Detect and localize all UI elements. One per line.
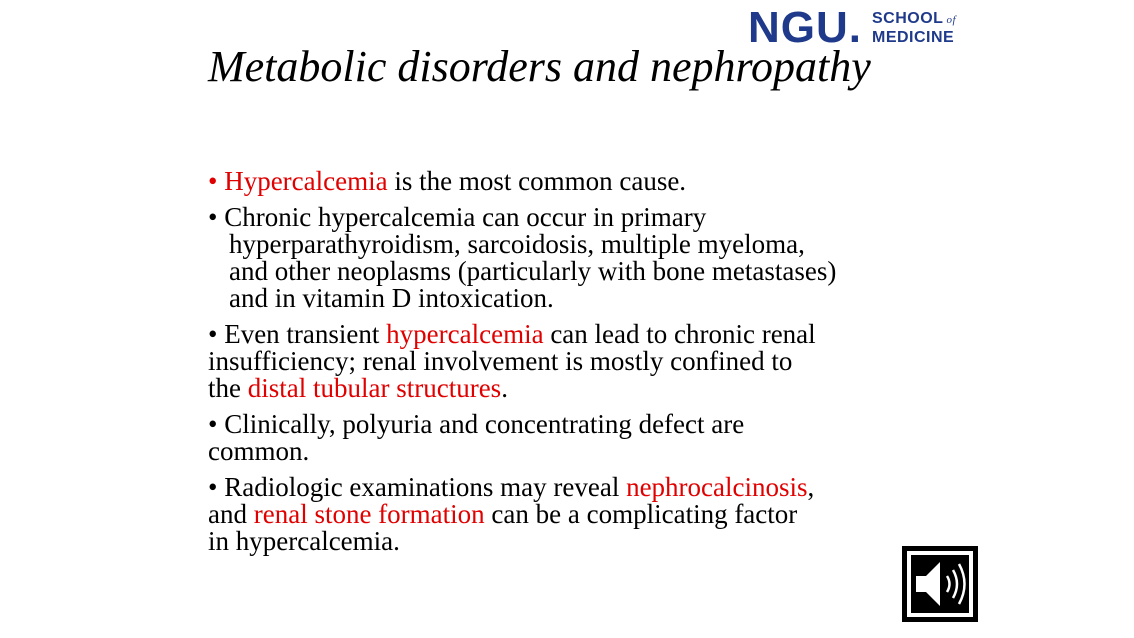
bullet-line [208,168,928,195]
body-text: in hypercalcemia. [208,526,400,556]
bullet-line [208,501,928,528]
highlighted-text: nephrocalcinosis [626,472,808,502]
body-text: can lead to chronic renal [543,319,816,349]
body-text: insufficiency; renal involvement is mostly confined to [208,346,793,376]
bullet-line [208,411,928,438]
body-text: , [807,472,815,502]
body-text: hyperparathyroidism, sarcoidosis, multiple myeloma, [229,229,805,259]
logo-line2: MEDICINE [872,29,955,46]
bullet-line [208,375,928,402]
body-text: • Chronic hypercalcemia can occur in primary [208,202,707,232]
speaker-icon[interactable] [902,546,978,622]
highlighted-text: • [208,166,225,196]
body-text: . [501,373,508,403]
body-text: common. [208,436,310,466]
bullet-line [208,348,928,375]
slide-title: Metabolic disorders and nephropathy [208,42,871,91]
body-text: • Even transient [208,319,387,349]
bullet-line [208,231,928,258]
bullet-line [208,528,928,555]
bullet-line [208,321,928,348]
highlighted-text: distal tubular structures [247,373,502,403]
bullet-item [208,411,928,465]
bullet-line [208,285,928,312]
body-text: and in vitamin D intoxication. [229,283,554,313]
bullet-item [208,168,928,195]
body-text: and other neoplasms (particularly with bone metastases) [229,256,837,286]
bullet-list [208,168,928,564]
bullet-line [208,258,928,285]
logo-mark: NGU. [748,3,862,52]
body-text: can be a complicating factor [484,499,798,529]
bullet-item [208,321,928,402]
body-text: • Radiologic examinations may reveal [208,472,627,502]
highlighted-text: hypercalcemia [386,319,544,349]
speaker-glyph [902,546,978,622]
logo-line1: SCHOOL of [872,10,957,27]
bullet-line [208,474,928,501]
body-text: and [208,499,254,529]
bullet-line [208,438,928,465]
highlighted-text: Hypercalcemia [224,166,388,196]
body-text: is the most common cause. [387,166,687,196]
bullet-item [208,474,928,555]
bullet-item [208,204,928,312]
body-text: the [208,373,248,403]
body-text: • Clinically, polyuria and concentrating defect are [208,409,745,439]
highlighted-text: renal stone formation [253,499,485,529]
bullet-line [208,204,928,231]
